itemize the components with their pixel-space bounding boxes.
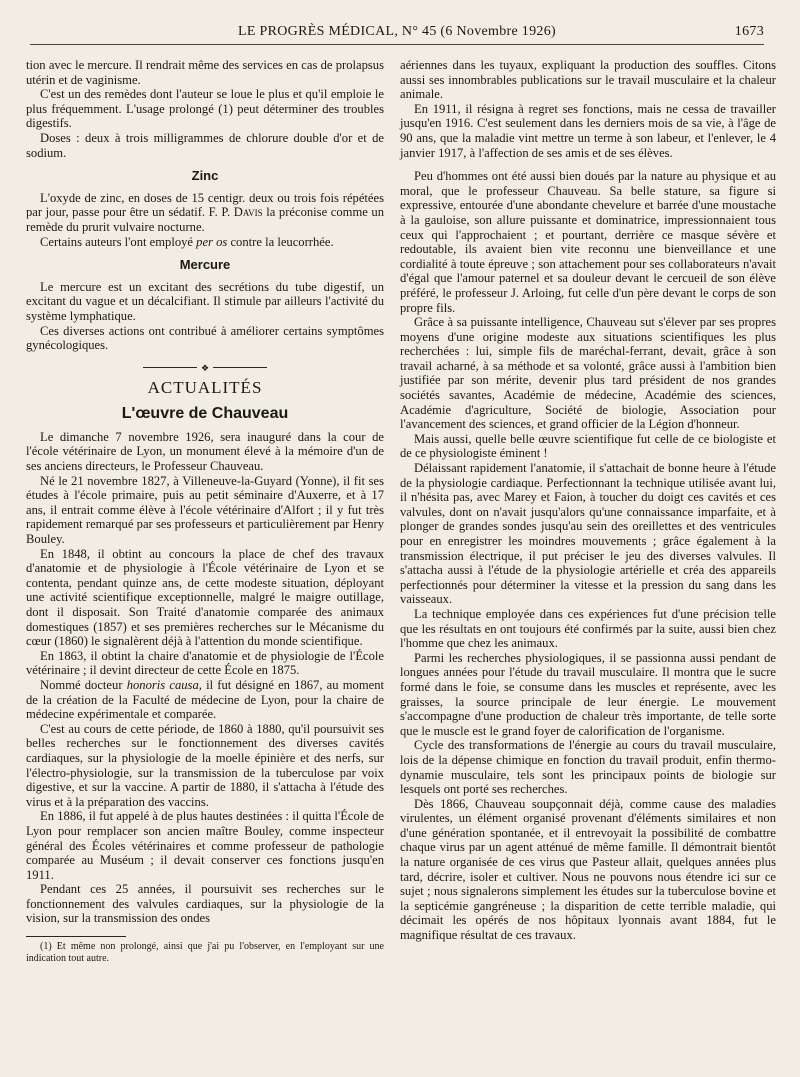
article-title: L'œuvre de Chauveau (121, 405, 289, 423)
page-number: 1673 (734, 24, 764, 39)
paragraph: tion avec le mercure. Il rendrait même des services en cas de prolapsus utérin et de vaginisme. (26, 58, 384, 87)
footnote-rule (26, 936, 126, 937)
italic-term: per os (196, 234, 228, 249)
paragraph: aériennes dans les tuyaux, expliquant la production des souffles. Citons aussi ses innombrables publications sur le travail musculaire et la chaleur animale. (400, 58, 776, 102)
zinc-heading: Zinc (191, 168, 219, 184)
paragraph: Le mercure est un excitant des secrétions du tube digestif, un excitant du vague et un décalcifiant. Il stimule par ailleurs l'activité du système lymphatique. (26, 279, 384, 323)
paragraph: En 1886, il fut appelé à de plus hautes destinées : il quitta l'École de Lyon pour remplacer son ancien maître Bouley, comme inspecteur général des Écoles vétérinaires et comme professeur de pathologie comparée au Muséum ; il devait conserver ces fonctions jusqu'en 1911. (26, 809, 384, 882)
paragraph: C'est un des remèdes dont l'auteur se loue le plus et qu'il emploie le plus fréquemment. L'usage prolongé (1) peut déterminer des troubles digestifs. (26, 87, 384, 131)
text-run: fut celle d'un père devant le corps de son propre fils. (400, 285, 776, 315)
paragraph: Né le 21 novembre 1827, à Villeneuve-la-Guyard (Yonne), il fit ses études à l'école primaire, puis au petit séminaire d'Auxerre, et à 17 ans, il entrait comme élève à l'école vétérinaire d'Alfort ; il y fut très rapidement remarqué par ses professeurs et particulièrement par Henry Bouley. (26, 473, 384, 547)
running-header (30, 22, 764, 45)
person-name: Arloing, (521, 285, 565, 300)
paragraph: Cycle des transformations de l'énergie au cours du travail musculaire, lois de la dépense chimique en fonction du travail produit, enfin thermo-dynamie musculaire, tels sont les principaux points de biologie sur lesquels ont porté ses recherches. (400, 738, 776, 797)
paragraph: Mais aussi, quelle belle œuvre scientifique fut celle de ce biologiste et de ce physiologiste éminent ! (400, 431, 776, 461)
text-run: Nommé docteur (40, 677, 123, 692)
text-run: la préconise comme un remède du prurit vulvaire nocturne. (26, 205, 385, 234)
footnote: (1) Et même non prolongé, ainsi que j'ai pu l'observer, en l'employant sur une indication tout autre. (26, 941, 384, 965)
paragraph: Le dimanche 7 novembre 1926, sera inauguré dans la cour de l'école vétérinaire de Lyon, un monument élevé à la mémoire d'un de ses anciens directeurs, le Professeur Chauveau. (26, 429, 384, 474)
paragraph: Pendant ces 25 années, il poursuivit ses recherches sur le fonctionnement des valvules cardiaques, sur la physiologie de la vision, sur la transmission des ondes (26, 882, 384, 926)
paragraph: La technique employée dans ces expériences fut d'une précision telle que les résultats en ont toujours été confirmés par la suite, aussi bien chez l'homme que chez les animaux. (400, 606, 776, 651)
divider-line (213, 367, 267, 368)
text-run: Peu d'hommes ont été aussi bien doués par la nature au physique et au moral, que le professeur Chauveau. Sa belle stature, sa figure si expressive, entourée d'une abondante chevelure et barrée d'une moustache à la gauloise, son allure puissante et dominatrice, impressionnaient tous ceux qui l'approchaient ; et pourtant, derrière ce masque sévère et redoutable, ils avaient bien vite reconnu une bienveillance et une cordialité à toute épreuve ; son attachement pour ses collaborateurs n'avait d'égal que l'amour paternel et sa douleur devant le cercueil de son élève préféré, le professeur J. (400, 169, 776, 300)
paragraph: Délaissant rapidement l'anatomie, il s'attachait de bonne heure à l'étude de la physiologie cardiaque. Perfectionnant la technique utilisée avant lui, il n'hésita pas, avec Marey et Faion, à toucher du doigt ces cavités et ces valvules, dont on n'avait jusqu'alors qu'une connaissance imparfaite, et à plonger de grandes sondes jusqu'au sein des oreillettes et des ventricules pour en enregistrer les moindres mouvements ; grâce également à la transmission électrique, il put préciser le jeu des diverses valvules. Il s'attacha aussi à l'étude de la physiologie artérielle et créa des appareils perfectionnés pour déterminer la vitesse et la pression du sang dans les vaisseaux. (400, 461, 776, 607)
paragraph: Dès 1866, Chauveau soupçonnait déjà, comme cause des maladies virulentes, un élément organisé provenant d'éléments similaires et non d'une génération spontanée, et il entrevoyait la possibilité de combattre chaque virus par un agent atténué de même famille. Il démontrait bientôt la nature organisée de ces virus que Pasteur allait, quelques années plus tard, décrire, isoler et cultiver. Nous ne pouvons nous étendre ici sur ce sujet ; nous signalerons simplement les études sur la tuberculose bovine et la septicémie gangréneuse ; la disparition de cette terrible maladie, qui décimait les opérés de nos hôpitaux lyonnais avant 1884, fut le magnifique résultat de ces travaux. (400, 796, 776, 943)
paragraph: En 1863, il obtint la chaire d'anatomie et de physiologie de l'École vétérinaire ; il devint directeur de cette École en 1875. (26, 648, 384, 678)
paragraph: Parmi les recherches physiologiques, il se passionna aussi pendant de longues années pour l'étude du travail musculaire. Il montra que le sucre formé dans le foie, se consume dans les muscles et représente, avec les graisses, la source principale de leur énergie. Le mouvement s'accompagne d'une production de chaleur très importante, de telle sorte que le muscle est le grand foyer de calorification de l'organisme. (400, 650, 776, 738)
text-run: Certains auteurs l'ont employé (40, 234, 194, 249)
paragraph: Doses : deux à trois milligrammes de chlorure double d'or et de sodium. (26, 130, 384, 160)
paragraph (400, 169, 776, 315)
section-title: ACTUALITÉS (147, 377, 263, 397)
author-name: Davis (233, 205, 263, 220)
journal-title: LE PROGRÈS MÉDICAL, N° 45 (6 Novembre 1926) (238, 24, 556, 39)
divider-line (143, 367, 197, 368)
paragraph: En 1848, il obtint au concours la place de chef des travaux d'anatomie et de physiologie à l'École vétérinaire de Lyon et se contenta, pendant quinze ans, de cette modeste situation, déployant une activité scientifique exceptionnelle, malgré le maigre outillage, dont il disposait. Son Traité d'anatomie comparée des animaux domestiques (1857) et ses premières recherches sur le Mécanisme du cœur (1860) le signalèrent déjà à l'attention du monde scientifique. (26, 546, 384, 649)
text-run: L'oxyde de zinc, en doses de 15 centigr. deux ou trois fois répétées par jour, passe pour être un sédatif. F. P. (26, 190, 384, 220)
paragraph (26, 191, 384, 235)
divider-ornament: ❖ (200, 362, 210, 373)
paragraph: Grâce à sa puissante intelligence, Chauveau sut s'élever par ses propres moyens d'une origine modeste aux situations scientifiques les plus recherchées : lui, simple fils de maréchal-ferrant, devait, grâce à son travail acharné, à sa méthode et sa volonté, grâce aussi à l'ambition bien justifiée par son mérite, devenir plus tard président de nos grandes sociétés savantes, Académie de médecine, Académie des sciences, Académie d'agriculture, Société de biologie, Association pour l'avancement des sciences, et grand officier de la Légion d'honneur. (400, 315, 776, 432)
text-run: il fut désigné en 1867, au moment de la création de la Faculté de médecine de Lyon, pour la chaire de médecine expérimentale et comparée. (26, 677, 385, 722)
paragraph (26, 678, 384, 722)
mercure-heading: Mercure (179, 257, 231, 273)
paragraph: C'est au cours de cette période, de 1860 à 1880, qu'il poursuivit ses belles recherches sur le fonctionnement des diverses cavités cardiaques, sur la physiologie de la moelle épinière et des nerfs, sur l'électro-physiologie, sur la transmission de la tuberculose par voix digestive, et sur la vaccine. A partir de 1880, il s'attacha à l'étude des virus et à la préparation des vaccins. (26, 721, 384, 809)
paragraph: Ces diverses actions ont contribué à améliorer certains symptômes gynécologiques. (26, 323, 384, 353)
paragraph-gap (400, 160, 776, 169)
left-column (26, 58, 384, 965)
italic-term: honoris causa, (126, 677, 202, 692)
right-column (400, 58, 776, 943)
paragraph (26, 235, 384, 250)
paragraph: En 1911, il résigna à regret ses fonctions, mais ne cessa de travailler jusqu'en 1916. C'est seulement dans les derniers mois de sa vie, à l'âge de 90 ans, que la maladie vint mettre un terme à son labeur, et l'enlever, le 4 janvier 1917, à l'affection de ses amis et de ses élèves. (400, 101, 776, 160)
text-run: contre la leucorrhée. (230, 234, 334, 249)
section-divider (26, 363, 384, 373)
